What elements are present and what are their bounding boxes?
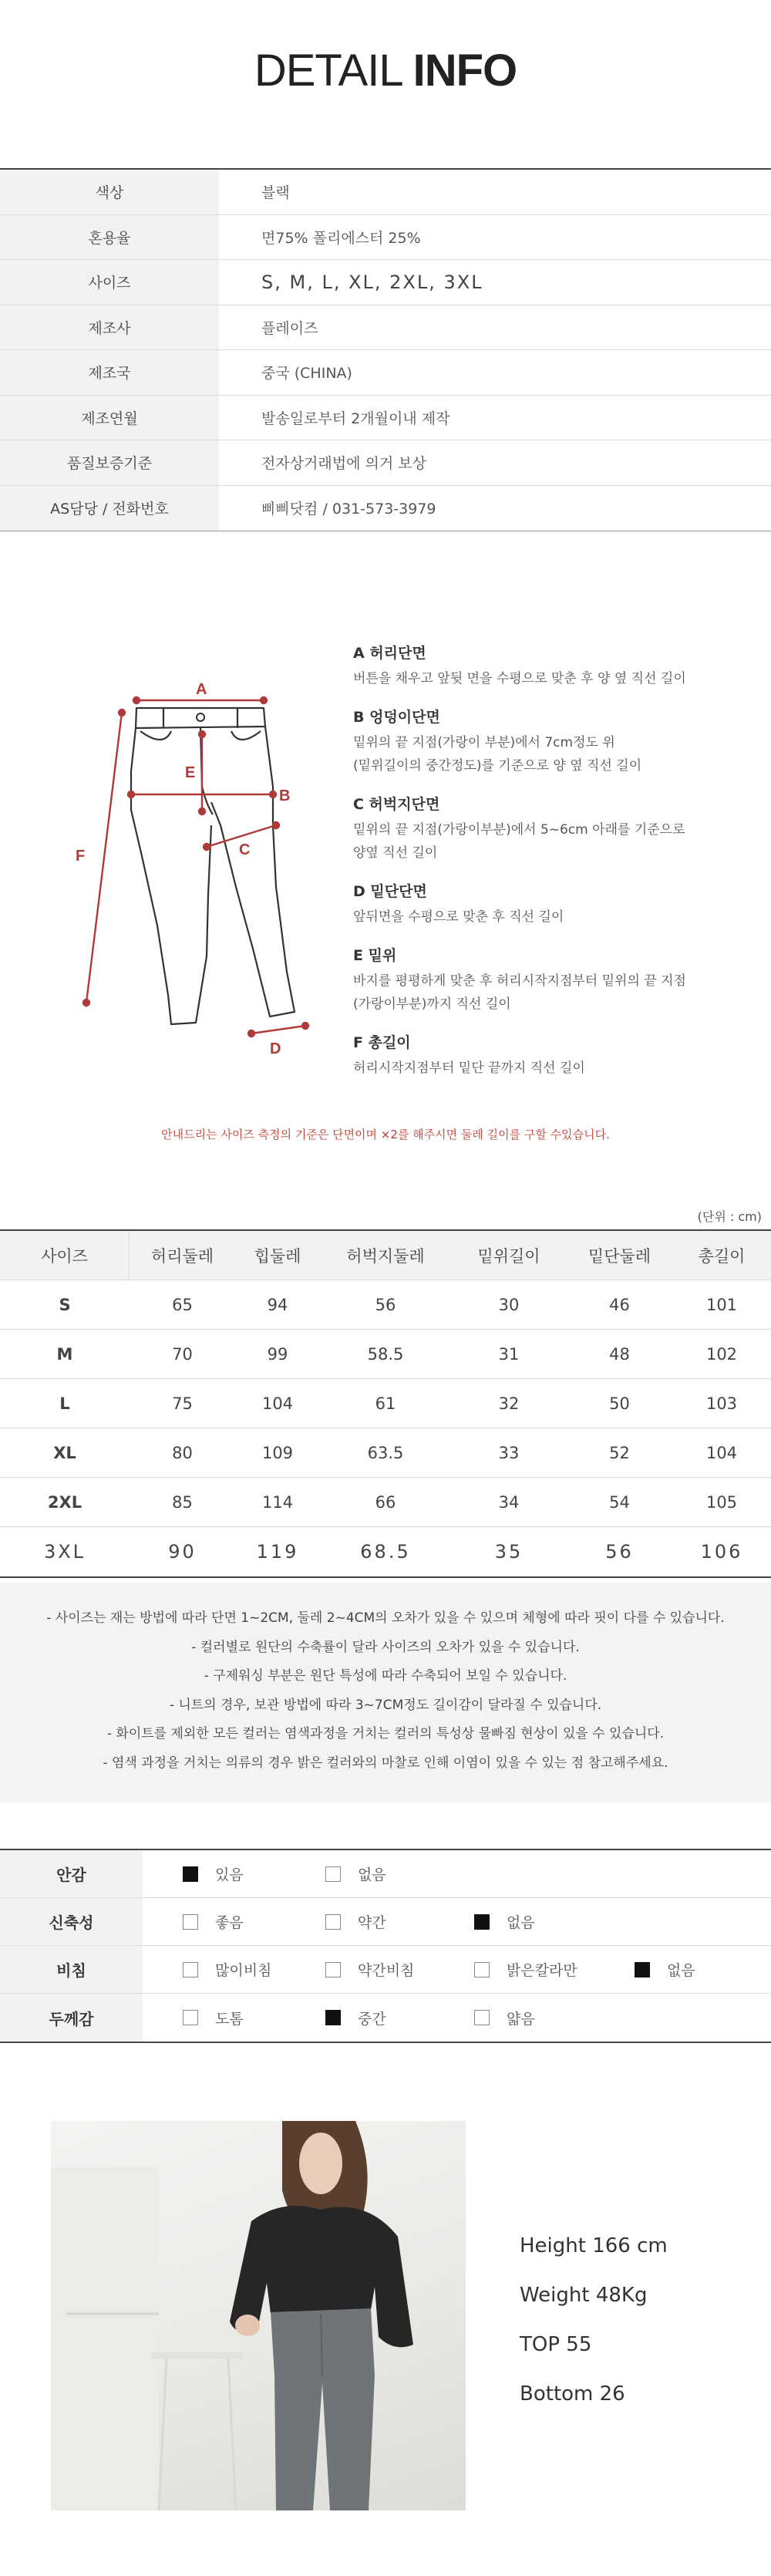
size-cell: 114 [261, 1492, 294, 1512]
model-bottom-size: Bottom 26 [520, 2382, 625, 2406]
feel-row-thickness [0, 1994, 771, 2042]
feel-option [325, 1994, 386, 2042]
title-bold: INFO [412, 46, 517, 96]
info-row-as [0, 486, 771, 531]
size-cell: 102 [705, 1344, 738, 1364]
checkbox-icon [325, 1914, 341, 1930]
info-row-origin [0, 350, 771, 396]
feel-option [325, 1946, 414, 1993]
desc-e [353, 944, 754, 1016]
size-cell: XL [53, 1443, 76, 1462]
model-top-size: TOP 55 [520, 2333, 592, 2356]
size-cell: 66 [375, 1492, 396, 1512]
checkbox-icon [183, 1962, 198, 1978]
size-cell: 50 [609, 1394, 630, 1413]
desc-line: 밑위의 끝 지점(가랑이 부분)에서 7cm정도 위 [353, 735, 615, 750]
size-cell: 31 [498, 1344, 520, 1364]
option-label: 중간 [358, 2010, 386, 2028]
feel-option [183, 1946, 271, 1993]
feel-option [635, 1946, 695, 1993]
desc-line: (가랑이부분)까지 직선 길이 [353, 996, 511, 1012]
info-row-size [0, 260, 771, 305]
info-key: AS담당 / 전화번호 [0, 486, 219, 531]
size-header: 밑단둘레 [588, 1246, 651, 1266]
size-cell: 103 [705, 1394, 738, 1413]
unit-label: (단위 : cm) [697, 1209, 762, 1224]
notes-box [0, 1583, 771, 1802]
info-row-material [0, 215, 771, 261]
size-cell: 106 [700, 1541, 743, 1563]
checkbox-icon [325, 2010, 341, 2025]
model-stats [520, 2221, 668, 2419]
note-line: - 구제워싱 부분은 원단 특성에 따라 수축되어 보일 수 있습니다. [204, 1668, 567, 1684]
size-cell: 109 [261, 1443, 294, 1462]
desc-line: 허리시작지점부터 밑단 끝까지 직선 길이 [353, 1060, 585, 1076]
size-cell: 85 [172, 1492, 193, 1512]
desc-line: 양옆 직선 길이 [353, 845, 438, 861]
size-cell: 34 [498, 1492, 520, 1512]
size-cell: 101 [705, 1295, 738, 1314]
desc-head: B 엉덩이단면 [353, 709, 440, 726]
feel-row-lining [0, 1850, 771, 1898]
label-f: F [76, 848, 86, 865]
size-cell: 46 [609, 1295, 630, 1314]
size-cell: 99 [267, 1344, 288, 1364]
desc-c [353, 793, 754, 865]
size-cell: 105 [705, 1492, 738, 1512]
size-row-2xl [0, 1478, 771, 1527]
size-cell: 33 [498, 1443, 520, 1462]
size-cell: 80 [172, 1443, 193, 1462]
size-header-row [0, 1231, 771, 1280]
model-height: Height 166 cm [520, 2234, 668, 2257]
size-header: 허리둘레 [150, 1246, 214, 1266]
pants-diagram [56, 632, 333, 1064]
desc-f [353, 1031, 754, 1080]
info-row-maker [0, 305, 771, 351]
info-value: 중국 (CHINA) [261, 365, 352, 383]
size-cell: 75 [172, 1394, 193, 1413]
feel-option [474, 1946, 577, 1993]
desc-head: A 허리단면 [353, 645, 426, 662]
measure-notice: 안내드리는 사이즈 측정의 기준은 단면이며 ×2를 해주시면 둘레 길이를 구할 수있습니다. [161, 1128, 610, 1141]
checkbox-icon [635, 1962, 650, 1978]
desc-a [353, 642, 754, 690]
desc-head: D 밑단단면 [353, 883, 427, 900]
size-cell: 104 [261, 1394, 294, 1413]
size-header: 총길이 [698, 1246, 746, 1266]
size-cell: 30 [498, 1295, 520, 1314]
info-key: 색상 [0, 170, 219, 214]
size-cell: 35 [494, 1541, 524, 1563]
model-illustration [51, 2121, 466, 2510]
size-cell: 2XL [47, 1492, 82, 1512]
size-cell: 63.5 [367, 1443, 404, 1462]
option-label: 얇음 [507, 2010, 535, 2028]
info-value: 플레이즈 [261, 319, 318, 337]
label-b: B [279, 787, 291, 804]
size-cell: 56 [375, 1295, 396, 1314]
info-value: S, M, L, XL, 2XL, 3XL [261, 271, 483, 293]
label-a: A [196, 681, 207, 698]
size-cell: 119 [256, 1541, 299, 1563]
size-row-s [0, 1280, 771, 1330]
option-label: 도톰 [215, 2010, 244, 2028]
desc-d [353, 880, 754, 929]
label-d: D [270, 1040, 281, 1057]
size-cell: 90 [168, 1541, 197, 1563]
note-line: - 니트의 경우, 보관 방법에 따라 3~7CM정도 길이감이 달라질 수 있습니다. [169, 1697, 602, 1713]
info-row-color [0, 170, 771, 215]
size-header: 힙둘레 [254, 1246, 301, 1266]
feel-option [183, 1850, 244, 1897]
info-value: 면75% 폴리에스터 25% [261, 229, 421, 247]
info-value: 발송일로부터 2개월이내 제작 [261, 410, 450, 427]
info-value: 블랙 [261, 184, 290, 202]
size-cell: 32 [498, 1394, 520, 1413]
page-title [0, 45, 771, 96]
desc-head: F 총길이 [353, 1034, 411, 1051]
title-light: DETAIL [254, 46, 402, 96]
size-cell: M [56, 1344, 73, 1364]
feel-option [183, 1994, 244, 2042]
checkbox-icon [183, 1866, 198, 1882]
size-header: 사이즈 [0, 1231, 130, 1280]
feel-key: 두께감 [0, 1994, 143, 2042]
feel-row-stretch [0, 1898, 771, 1946]
info-value: 전자상거래법에 의거 보상 [261, 455, 426, 473]
checkbox-icon [474, 1914, 490, 1930]
desc-line: 밑위의 끝 지점(가랑이부분)에서 5~6cm 아래를 기준으로 [353, 822, 685, 838]
info-row-warranty [0, 440, 771, 486]
checkbox-icon [325, 1962, 341, 1978]
checkbox-icon [474, 2010, 490, 2025]
desc-head: C 허벅지단면 [353, 796, 440, 813]
option-label: 좋음 [215, 1914, 244, 1931]
option-label: 있음 [215, 1866, 244, 1883]
option-label: 없음 [507, 1914, 535, 1931]
feel-key: 안감 [0, 1850, 143, 1897]
checkbox-icon [325, 1866, 341, 1882]
desc-line: 버튼을 채우고 앞뒷 면을 수평으로 맞춘 후 양 옆 직선 길이 [353, 671, 686, 686]
size-cell: 94 [267, 1295, 288, 1314]
feel-table [0, 1849, 771, 2043]
info-key: 혼용율 [0, 215, 219, 260]
info-key: 제조사 [0, 305, 219, 350]
feel-option [325, 1898, 386, 1945]
size-cell: 56 [605, 1541, 634, 1563]
desc-line: 바지를 평평하게 맞춘 후 허리시작지점부터 밑위의 끝 지점 [353, 973, 686, 989]
note-line: - 화이트를 제외한 모든 컬러는 염색과정을 거치는 컬러의 특성상 물빠짐 현상이 있을 수 있습니다. [106, 1726, 665, 1741]
measurement-descriptions [353, 642, 754, 1095]
size-header: 허벅지둘레 [346, 1246, 425, 1266]
note-line: - 사이즈는 재는 방법에 따라 단면 1~2CM, 둘레 2~4CM의 오차가 있을 수 있으며 체형에 따라 핏이 다를 수 있습니다. [46, 1610, 725, 1626]
checkbox-icon [474, 1962, 490, 1978]
info-key: 제조연월 [0, 396, 219, 440]
checkbox-icon [183, 2010, 198, 2025]
size-cell: 70 [172, 1344, 193, 1364]
feel-option [325, 1850, 386, 1897]
feel-row-sheer [0, 1946, 771, 1994]
size-cell: 58.5 [367, 1344, 404, 1364]
note-line: - 컬러별로 원단의 수축률이 달라 사이즈의 오차가 있을 수 있습니다. [191, 1639, 580, 1655]
size-cell: L [59, 1394, 70, 1413]
info-key: 품질보증기준 [0, 440, 219, 485]
model-weight: Weight 48Kg [520, 2284, 648, 2307]
product-info-table [0, 168, 771, 531]
size-cell: 3XL [43, 1541, 86, 1563]
feel-option [183, 1898, 244, 1945]
size-header: 밑위길이 [477, 1246, 540, 1266]
label-c: C [239, 841, 251, 858]
size-row-xl [0, 1428, 771, 1478]
label-e: E [185, 764, 196, 781]
size-cell: 54 [609, 1492, 630, 1512]
option-label: 약간 [358, 1914, 386, 1931]
size-row-3xl [0, 1527, 771, 1576]
desc-line: 앞뒤면을 수평으로 맞춘 후 직선 길이 [353, 909, 564, 925]
size-cell: 68.5 [360, 1541, 411, 1563]
size-cell: S [59, 1295, 71, 1314]
info-value: 삐삐닷컴 / 031-573-3979 [261, 501, 436, 518]
info-key: 사이즈 [0, 260, 219, 305]
option-label: 없음 [667, 1962, 695, 1979]
option-label: 밝은칼라만 [507, 1962, 577, 1979]
size-cell: 48 [609, 1344, 630, 1364]
size-row-m [0, 1330, 771, 1379]
size-cell: 52 [609, 1443, 630, 1462]
size-row-l [0, 1379, 771, 1428]
feel-key: 비침 [0, 1946, 143, 1993]
feel-key: 신축성 [0, 1898, 143, 1945]
option-label: 약간비침 [358, 1962, 415, 1979]
option-label: 많이비침 [215, 1962, 272, 1979]
size-cell: 65 [172, 1295, 193, 1314]
size-cell: 104 [705, 1443, 738, 1462]
desc-line: (밑위길이의 중간정도)를 기준으로 양 옆 직선 길이 [353, 758, 642, 774]
model-photo [51, 2121, 466, 2510]
desc-b [353, 706, 754, 777]
info-key: 제조국 [0, 350, 219, 395]
note-line: - 염색 과정을 거치는 의류의 경우 밝은 컬러와의 마찰로 인해 이염이 있을 수 있는 점 참고해주세요. [103, 1755, 668, 1771]
checkbox-icon [183, 1914, 198, 1930]
feel-option [474, 1898, 535, 1945]
feel-option [474, 1994, 535, 2042]
option-label: 없음 [358, 1866, 386, 1883]
size-table [0, 1229, 771, 1578]
desc-head: E 밑위 [353, 947, 397, 964]
size-cell: 61 [375, 1394, 396, 1413]
info-row-date [0, 396, 771, 441]
